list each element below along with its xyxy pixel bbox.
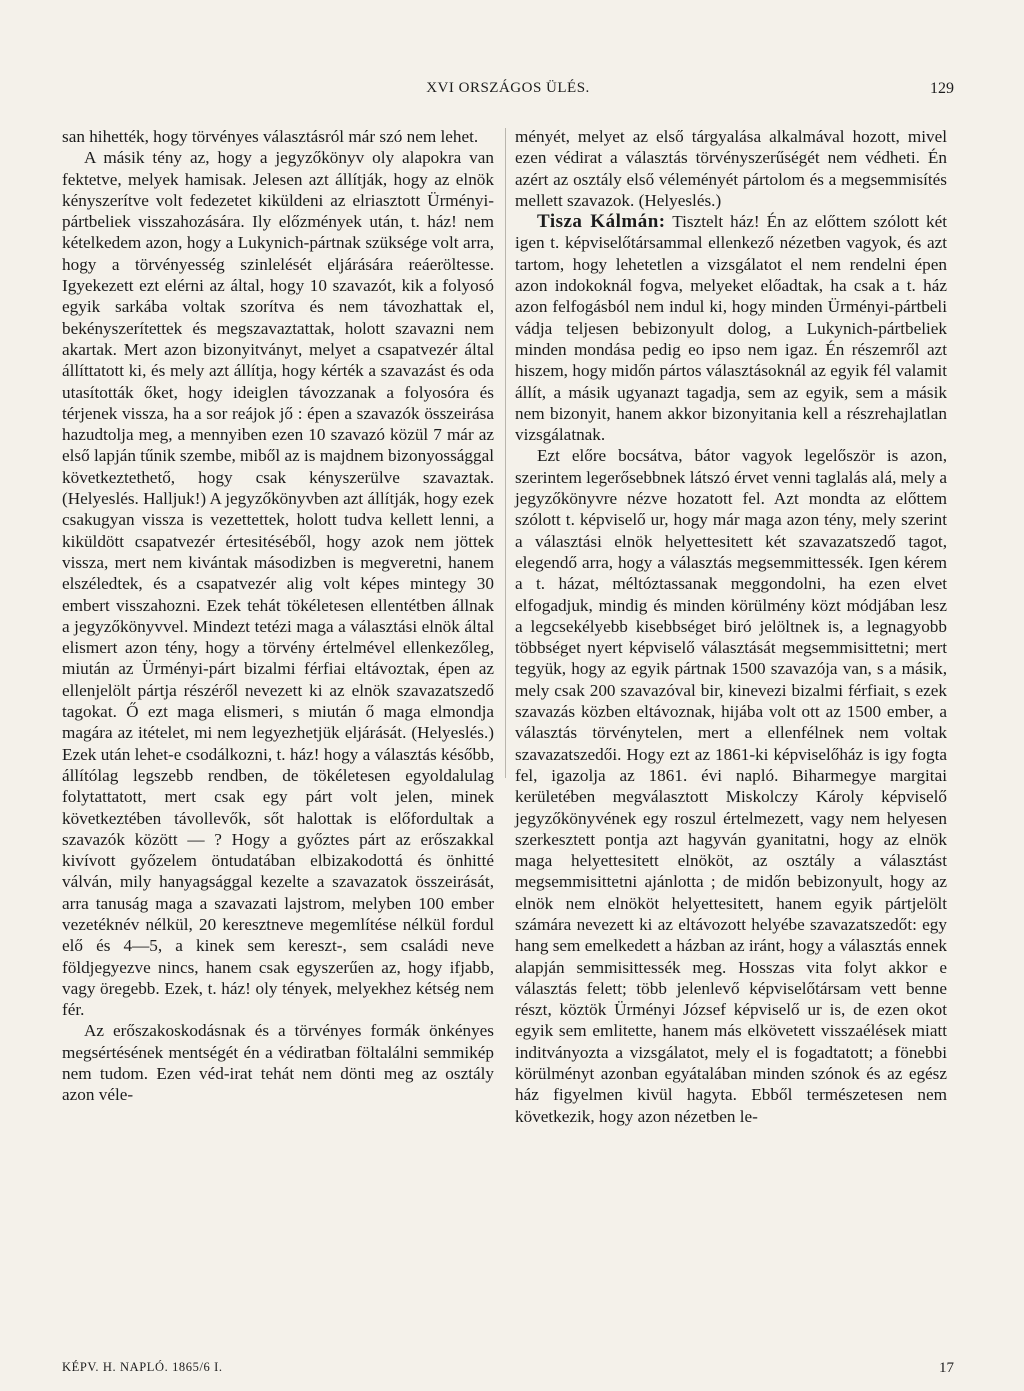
speech-text: Tisztelt ház! Én az előttem szólott két igen t. képviselőtársammal ellenkező nézetben vagyok, és azt tartom, hogy lehetetlen a vizsgálatot el nem rendelni épen azon indokoknál fogva, melyeket előadtak, ha csak a t. ház azon felfogásból nem indul ki, hogy minden Ürményi-pártbeli vádja teljesen bebizonyult dolog, a Lukynich-pártbeliek minden mondása pedig eo ipso nem igaz. Én részemről azt hiszem, hogy midőn pártos választásoknál az egyik fél valamit állít, a másik ugyanazt tagadja, sem az egyik, sem a másik nem bizonyit, hanem akkor bizonyitania kell a részrehajlatlan vizsgálatnak. [515,212,947,445]
speech-paragraph [515,211,947,445]
column-divider [505,128,506,778]
page-number: 129 [930,80,954,97]
right-column [515,126,947,1127]
speaker-name: Tisza Kálmán: [537,211,666,233]
sheet-number: 17 [939,1360,954,1376]
left-column [62,126,494,1106]
paragraph: Ezt előre bocsátva, bátor vagyok legelőször is azon, szerintem legerősebbnek látszó érvet venni taglalás alá, mely a jegyzőkönyvre nézve hozatott fel. Azt mondta az előttem szólott t. képviselő ur, hogy már maga azon tény, mely szerint a választási elnök helyettesitett két szavazatszedő tagot, elegendő arra, hogy a választás megsemmittessék. Igen kérem a t. házat, méltóztassanak meggondolni, ha ezen elvet elfogadjuk, mindig és minden körülmény közt módjában lesz a legcsekélyebb kisebbséget biró jelöltnek is, a legnagyobb többséget nyert képviselő választását megsemmisittetni; mert tegyük, hogy az egyik pártnak 1500 szavazója van, s a másik, mely csak 200 szavazóval bir, kinevezi bizalmi férfiait, s ezek szavazás közben eltávoznak, hijába volt ott az 1500 ember, a választás törvénytelen, mert a ellenfélnek nem voltak szavazatszedői. Hogy ezt az 1861-ki képviselőház is igy fogta fel, igazolja az 1861. évi napló. Biharmegye margitai kerületében megválasztott Miskolczy Károly képviselő jegyzőkönyvének egy roszul értelmezett, vagy nem helyesen szerkesztett pontja azt hagyván gyanitatni, hogy az elnök maga helyettesitett elnököt, az osztály a választást megsemmisittetni ajánlotta ; de midőn bebizonyult, hogy az elnök nem elnököt helyettesitett, hanem egyik pártjelölt számára nevezett ki az eltávozott helyébe szavazatszedőt: egy hang sem emelkedett a házban az iránt, hogy a választás ennek alapján semmisittessék meg. Hosszas vita folyt akkor e választás felett; több jelenlevő képviselőtársam vett benne részt, köztök Ürményi József képviselő ur is, de ezen okot egyik sem emlitette, hanem más elkövetett visszaélések miatt inditványozta a vizsgálatot, mely el is fogadtatott; a fönebbi körülményt azonban egyátalában minden szónok és az egész ház figyelmen kivül hagyta. Ebből természetesen nem következik, hogy azon nézetben le- [515,446,947,1126]
paragraph: san hihették, hogy törvényes választásról már szó nem lehet. [62,127,479,146]
page-header [62,80,954,102]
paragraph: Az erőszakoskodásnak és a törvényes formák önkényes megsértésének mentségét én a védiratban föltalálni semmikép nem tudom. Ezen véd-irat tehát nem dönti meg az osztály azon véle- [62,1021,494,1105]
session-title: XVI ORSZÁGOS ÜLÉS. [426,80,590,96]
paragraph: ményét, melyet az első tárgyalása alkalmával hozott, mivel ezen védirat a választás törvényszerűségét nem védheti. Én azért az osztály első véleményét pártolom és a megsemmisítés mellett szavazok. (Helyeslés.) [515,127,947,210]
paragraph: A másik tény az, hogy a jegyzőkönyv oly alapokra van fektetve, melyek hamisak. Jelesen azt állítják, hogy az elnök kényszerítve volt fedezetet kiküldeni az elriasztott Ürményi-pártbeliek visszahozására. Ily előzmények után, t. ház! nem kételkedem azon, hogy a Lukynich-pártnak szüksége volt arra, hogy a törvényesség szinlelését eljárására reáeröltesse. Igyekezett ezt elérni az által, hogy 10 szavazót, kik a folyosó egyik sarkába voltak szorítva és nem távozhattak el, bekényszerítettek és megszavaztattak, holott szavazni nem akartak. Mert azon bizonyitványt, melyet a csapatvezér által állíttatott ki, és mely azt állítja, hogy kérték a szavazást és oda utasították őket, hogy ideiglen távozzanak a folyosóra és térjenek vissza, ha a sor reájok jő : épen a szavazók összeirása hazudtolja meg, a mennyiben ezen 10 szavazó közül 7 már az első lapján tűnik szembe, miből az is majdnem bizonyossággal következtethető, hogy csak kényszerülve szavaztak. (Helyeslés. Halljuk!) A jegyzőkönyvben azt állítják, hogy ezek csakugyan vissza is vezettettek, holott tudva kellett lenni, a kiküldött csapatvezér értesitéséből, hogy azok nem jöttek vissza, mert nem kivántak másodizben is megveretni, hanem elszéledtek, és a csapatvezér alig volt képes mintegy 30 embert visszahozni. Ezek tehát tökéletesen ellentétben állnak a jegyzőkönyvvel. Mindezt tetézi maga a választási elnök által elismert azon tény, hogy a törvény értelmével ellenkezőleg, miután az Ürményi-párt bizalmi férfiai eltávoztak, épen az ellenjelölt pártja részéről nevezett ki az elnök szavazatszedő tagokat. Ő ezt maga elismeri, s miután ő maga elmondja magára az itételet, mi nem legyezhetjük eljárását. (Helyeslés.) Ezek után lehet-e csodálkozni, t. ház! hogy a választás később, állítólag legszebb rendben, de tökéletesen egyoldalulag folytattatott, mert csak egy párt volt jelen, minek következtében távollevők, sőt halottak is előfordultak a szavazók között — ? Hogy a győztes párt az erőszakkal kivívott győzelem öntudatában elbizakodottá és önhitté válván, mily hanyagsággal kezelte a szavazatok összeirását, arra tanuság maga a szavazati lajstrom, melyben 100 ember vezetéknév nélkül, 20 keresztneve megemlítése nélkül fordul elő és 4—5, a kinek sem kereszt-, sem családi neve földjegyezve nincs, hanem csak egyszerűen az, hogy ifjabb, vagy öregebb. Ezek, t. ház! oly tények, melyekhez kétség nem fér. [62,148,494,1020]
print-signature: KÉPV. H. NAPLÓ. 1865/6 I. [62,1360,223,1374]
page-footer [62,1360,954,1380]
